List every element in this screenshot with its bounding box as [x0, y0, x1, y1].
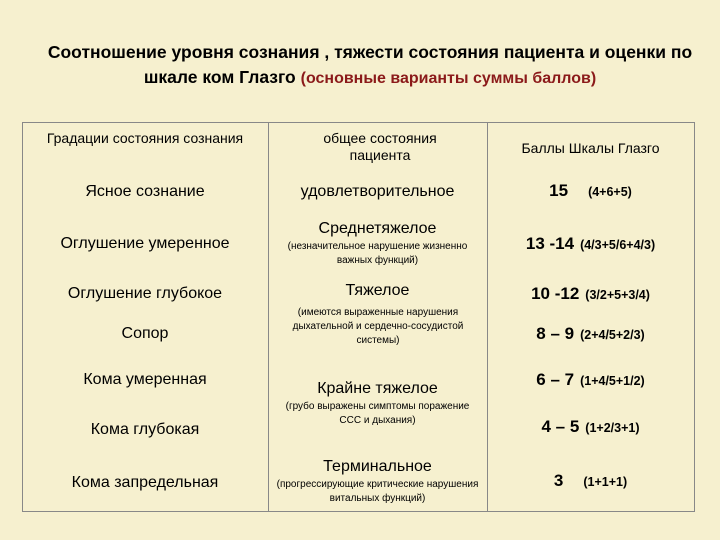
table-border-right — [694, 122, 695, 512]
score-sum: (4+6+5) — [588, 185, 632, 199]
state-moderate-note: (незначительное нарушение жизненно важных функций) — [287, 241, 468, 266]
score-range: 10 -12 — [531, 284, 580, 303]
gradation-deep-coma: Кома глубокая — [90, 421, 200, 438]
state-satisfactory: удовлетворительное — [300, 183, 455, 200]
state-terminal-note: (прогрессирующие критические нарушения витальных функций) — [276, 479, 479, 504]
state-severe-note: (имеются выраженные нарушения дыхательной и сердечно-сосудистой системы) — [292, 307, 464, 346]
score-range: 3 — [553, 471, 564, 490]
gradation-sopor: Сопор — [121, 325, 169, 342]
state-terminal: Терминальное — [323, 458, 432, 475]
title-note: (основные варианты суммы баллов) — [300, 70, 597, 87]
table-divider-1 — [268, 122, 269, 512]
score-range: 4 – 5 — [541, 417, 580, 436]
score-row-6 — [487, 416, 694, 439]
state-extremely-severe: Крайне тяжелое — [317, 380, 438, 397]
score-range: 15 — [549, 181, 569, 200]
score-range: 6 – 7 — [536, 370, 575, 389]
gradation-clear: Ясное сознание — [85, 183, 205, 200]
score-sum: (3/2+5+3/4) — [585, 288, 650, 302]
gradation-deep-stupor: Оглушение глубокое — [67, 285, 223, 302]
state-moderate: Среднетяжелое — [318, 220, 437, 237]
score-sum: (1+2/3+1) — [585, 421, 640, 435]
score-row-3 — [487, 283, 694, 306]
score-sum: (2+4/5+2/3) — [580, 328, 645, 342]
gradation-moderate-stupor: Оглушение умеренное — [60, 235, 230, 252]
header-gradation: Градации состояния сознания — [46, 130, 244, 146]
score-range: 13 -14 — [525, 234, 575, 253]
gradation-moderate-coma: Кома умеренная — [83, 371, 207, 388]
title-main: Соотношение уровня сознания , тяжести состояния пациента и оценки по шкале ком Глазго — [47, 42, 693, 87]
table-border-bottom — [22, 511, 695, 512]
state-extremely-severe-note: (грубо выражены симптомы поражение ССС и дыхания) — [285, 401, 470, 426]
score-row-4 — [487, 323, 694, 346]
score-row-5 — [487, 369, 694, 392]
gradation-terminal-coma: Кома запредельная — [71, 474, 219, 491]
score-range: 8 – 9 — [536, 324, 575, 343]
state-severe: Тяжелое — [345, 282, 410, 299]
score-sum: (1+4/5+1/2) — [580, 374, 645, 388]
score-row-7 — [487, 470, 694, 493]
score-sum: (4/3+5/6+4/3) — [580, 238, 656, 252]
score-sum: (1+1+1) — [583, 475, 628, 489]
score-row-2 — [487, 233, 694, 256]
table-border-top — [22, 122, 695, 123]
score-row-1 — [487, 180, 694, 203]
header-score: Баллы Шкалы Глазго — [521, 140, 660, 156]
table-border-left — [22, 122, 23, 512]
header-state: общее состояния пациента — [323, 130, 437, 163]
slide-title — [40, 40, 700, 91]
